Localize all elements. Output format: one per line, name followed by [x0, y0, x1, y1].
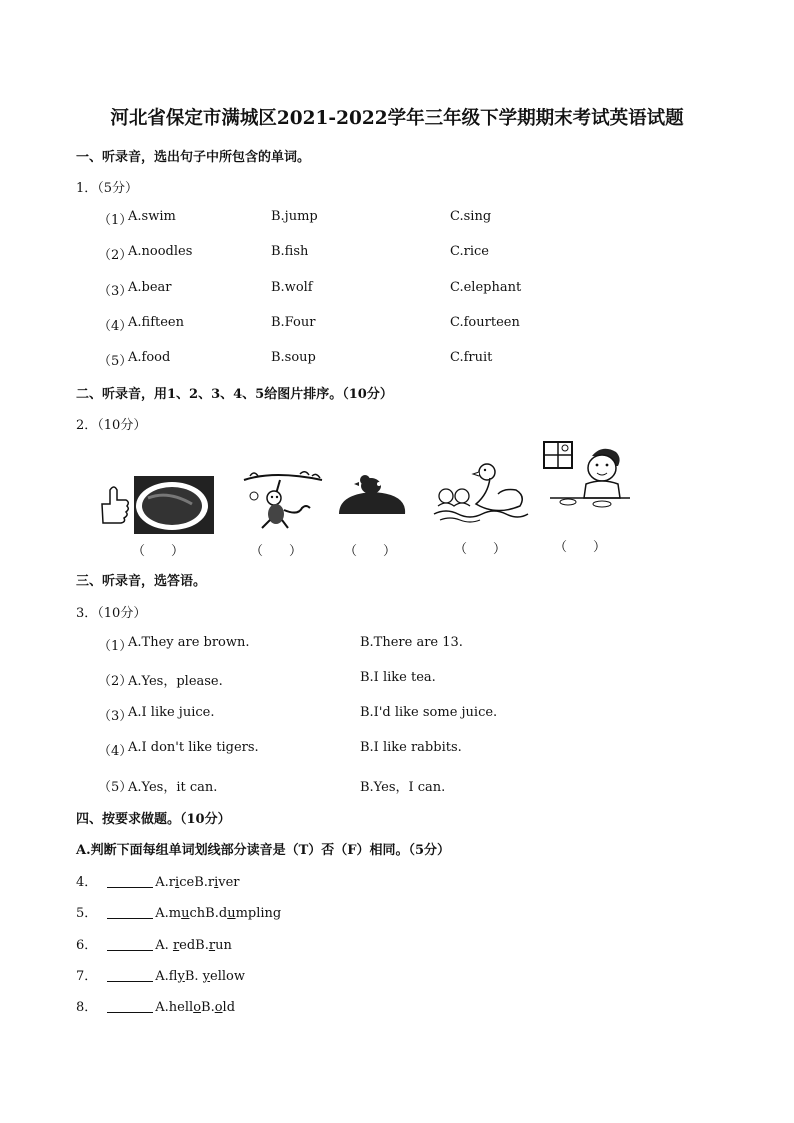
item-number: （1） [98, 213, 133, 228]
question-row [76, 965, 245, 984]
question-3-row [98, 740, 698, 758]
option-c: C.rice [450, 244, 489, 259]
question-number: 4． [76, 875, 98, 890]
option-a: A.food [128, 350, 171, 365]
item-number: （3） [98, 709, 133, 724]
option-b: B.I like rabbits. [360, 740, 462, 755]
word-b-part: B. [184, 969, 203, 984]
word-a-part: A.hell [155, 1000, 194, 1015]
word-b-part: B. [201, 1000, 215, 1015]
item-number: （2） [98, 248, 133, 263]
word-a-part: A. [155, 938, 173, 953]
option-a: A.Yes，it can. [128, 780, 218, 795]
question-row [76, 871, 240, 890]
answer-blank[interactable] [107, 969, 153, 982]
question-number: 6． [76, 938, 98, 953]
word-b-part: B.d [205, 906, 228, 921]
underlined-letters: o [193, 1000, 202, 1015]
boy-eating-picture [542, 440, 632, 516]
question-1-row [98, 209, 698, 227]
section-heading-4: 四、按要求做题。（10分） [76, 812, 231, 827]
question-2-label: 2．（10分） [76, 418, 147, 433]
item-number: （5） [98, 354, 133, 369]
underlined-letters: u [227, 906, 236, 921]
section-heading-1: 一、听录音，选出句子中所包含的单词。 [76, 150, 311, 165]
option-a: A.They are brown. [128, 635, 250, 650]
option-a: A.swim [128, 209, 176, 224]
word-a-part: ce [179, 875, 195, 890]
word-b-part: mpling [235, 906, 282, 921]
question-3-row [98, 705, 698, 723]
question-number: 8． [76, 1000, 98, 1015]
underlined-letters: r [172, 938, 180, 953]
item-number: （4） [98, 744, 133, 759]
question-1-label: 1．（5分） [76, 181, 139, 196]
question-3-label: 3．（10分） [76, 606, 147, 621]
question-1-row [98, 315, 698, 333]
question-1-row [98, 350, 698, 368]
page-title: 河北省保定市满城区2021-2022学年三年级下学期期末考试英语试题 [110, 108, 684, 129]
answer-blank[interactable] [107, 875, 153, 888]
question-row [76, 996, 235, 1015]
option-a: A.fifteen [128, 315, 184, 330]
underlined-letters: r [208, 938, 216, 953]
answer-blank-1[interactable]: （ ） [132, 544, 185, 559]
picture-row [90, 440, 650, 560]
answer-blank[interactable] [107, 938, 153, 951]
answer-blank-3[interactable]: （ ） [344, 544, 397, 559]
word-b-part: un [215, 938, 232, 953]
option-c: C.sing [450, 209, 492, 224]
question-number: 5． [76, 906, 98, 921]
word-a-part: A.m [155, 906, 182, 921]
word-a-part: ed [179, 938, 196, 953]
word-b-part: ver [218, 875, 240, 890]
question-number: 7． [76, 969, 98, 984]
answer-blank-4[interactable]: （ ） [454, 542, 507, 557]
option-a: A.Yes，please. [128, 674, 223, 689]
word-b-part: B. [195, 938, 209, 953]
option-b: B.soup [271, 350, 316, 365]
option-b: B.Four [271, 315, 316, 330]
item-number: （2） [98, 674, 133, 689]
option-b: B.There are 13. [360, 635, 463, 650]
word-b-part: B.r [194, 875, 215, 890]
item-number: （3） [98, 284, 133, 299]
option-c: C.fruit [450, 350, 493, 365]
question-3-row [98, 635, 698, 653]
word-a-part: A.fl [155, 969, 178, 984]
answer-blank-2[interactable]: （ ） [250, 544, 303, 559]
underlined-letters: y [177, 969, 185, 984]
word-b-part: ld [222, 1000, 236, 1015]
question-1-row [98, 280, 698, 298]
thumbs-up-food-picture [96, 474, 216, 536]
question-3-row [98, 670, 698, 688]
answer-blank[interactable] [107, 1000, 153, 1013]
option-a: A.bear [128, 280, 172, 295]
item-number: （1） [98, 639, 133, 654]
underlined-letters: u [181, 906, 190, 921]
ducks-picture [432, 460, 532, 526]
word-a-part: ch [189, 906, 206, 921]
option-c: C.fourteen [450, 315, 520, 330]
underlined-letters: o [214, 1000, 223, 1015]
word-a-part: A.r [155, 875, 176, 890]
monkey-picture [240, 470, 326, 532]
option-b: B.I'd like some juice. [360, 705, 498, 720]
bird-nest-picture [335, 470, 407, 522]
section-4a-instruction: A.判断下面每组单词划线部分读音是（T）否（F）相同。（5分） [76, 843, 451, 858]
question-1-row [98, 244, 698, 262]
question-row [76, 902, 281, 921]
question-row [76, 934, 232, 953]
item-number: （5） [98, 780, 133, 795]
underlined-letters: i [214, 875, 219, 890]
section-heading-2: 二、听录音，用1、2、3、4、5给图片排序。（10分） [76, 387, 393, 402]
question-3-row [98, 776, 698, 794]
option-b: B.jump [271, 209, 318, 224]
option-c: C.elephant [450, 280, 522, 295]
option-a: A.I like juice. [128, 705, 215, 720]
answer-blank[interactable] [107, 906, 153, 919]
underlined-letters: i [175, 875, 180, 890]
option-b: B.Yes，I can. [360, 780, 446, 795]
word-b-part: ellow [210, 969, 245, 984]
answer-blank-5[interactable]: （ ） [554, 540, 607, 555]
option-b: B.wolf [271, 280, 313, 295]
underlined-letters: y [202, 969, 211, 984]
option-a: A.I don't like tigers. [128, 740, 259, 755]
option-a: A.noodles [128, 244, 193, 259]
option-b: B.fish [271, 244, 309, 259]
option-b: B.I like tea. [360, 670, 436, 685]
item-number: （4） [98, 319, 133, 334]
section-heading-3: 三、听录音，选答语。 [76, 574, 207, 589]
